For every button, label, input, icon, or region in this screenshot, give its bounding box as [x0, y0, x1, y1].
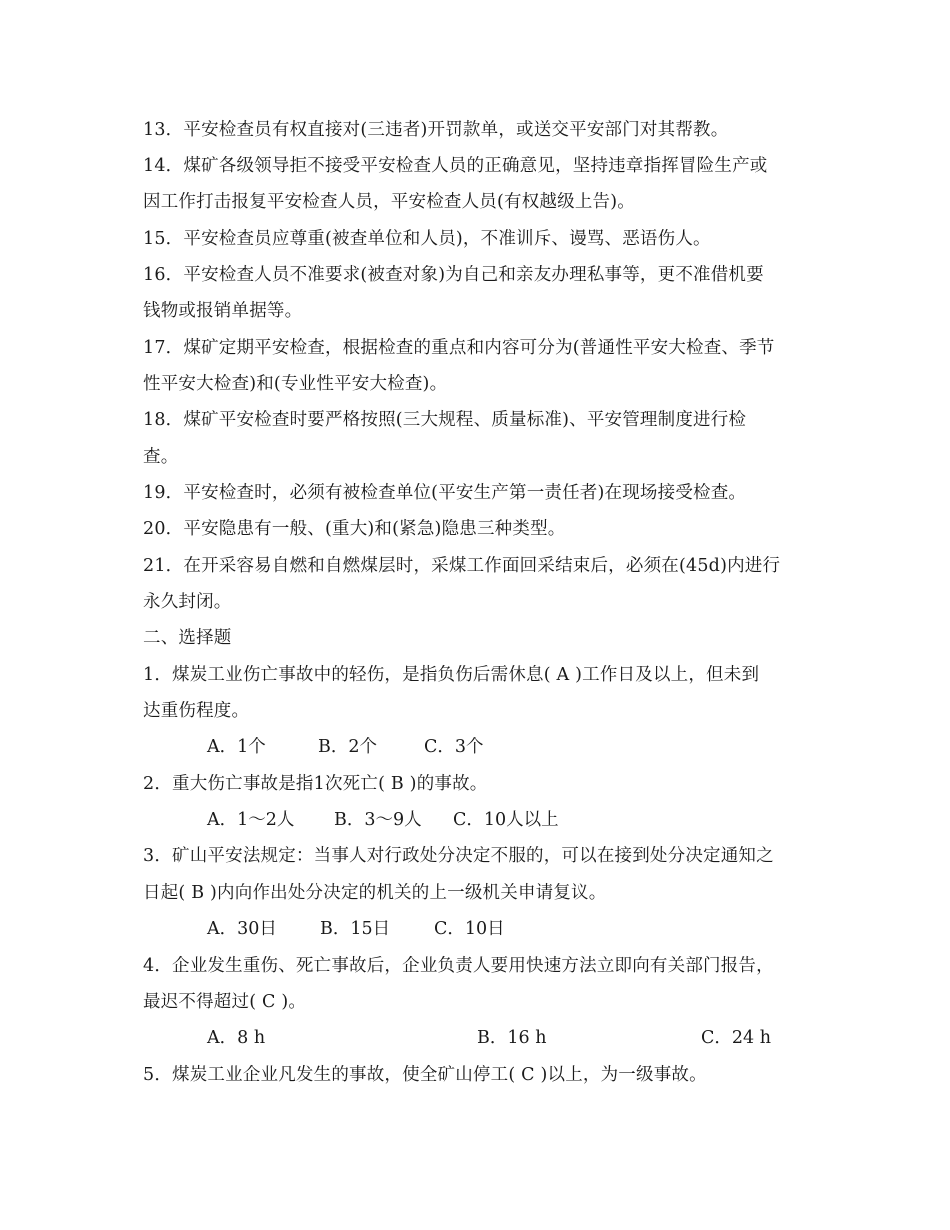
section-heading: 二、选择题: [143, 628, 232, 648]
option-a: A．1～2人: [207, 810, 295, 830]
text-line: 15．平安检查员应尊重(被查单位和人员)，不准训斥、谩骂、恶语伤人。: [143, 229, 711, 249]
text-line: 日起( B )内向作出处分决定的机关的上一级机关申请复议。: [143, 883, 607, 903]
text-line: 21．在开采容易自燃和自燃煤层时，采煤工作面回采结束后，必须在(45d)内进行: [143, 556, 781, 576]
text-line: 17．煤矿定期平安检查，根据检查的重点和内容可分为(普通性平安大检查、季节: [143, 338, 775, 358]
text-line: 13．平安检查员有权直接对(三违者)开罚款单，或送交平安部门对其帮教。: [143, 120, 729, 140]
text-line: 1．煤炭工业伤亡事故中的轻伤，是指负伤后需休息( A )工作日及以上，但未到: [143, 665, 760, 685]
option-c: C．24 h: [701, 1028, 771, 1048]
text-line: 19．平安检查时，必须有被检查单位(平安生产第一责任者)在现场接受检查。: [143, 483, 747, 503]
text-line: 20．平安隐患有一般、(重大)和(紧急)隐患三种类型。: [143, 519, 566, 539]
text-line: 16．平安检查人员不准要求(被查对象)为自己和亲友办理私事等，更不准借机要: [143, 265, 764, 285]
text-line: 达重伤程度。: [143, 701, 250, 721]
text-line: 14．煤矿各级领导拒不接受平安检查人员的正确意见，坚持违章指挥冒险生产或: [143, 156, 768, 176]
text-line: 性平安大检查)和(专业性平安大检查)。: [143, 374, 448, 394]
text-line: 最迟不得超过( C )。: [143, 992, 307, 1012]
text-line: 查。: [143, 447, 179, 467]
text-line: 永久封闭。: [143, 592, 232, 612]
option-b: B．2个: [318, 737, 377, 757]
option-b: B．3～9人: [334, 810, 422, 830]
text-line: 4．企业发生重伤、死亡事故后，企业负责人要用快速方法立即向有关部门报告，: [143, 956, 774, 976]
option-a: A．1个: [207, 737, 266, 757]
option-b: B．16 h: [477, 1028, 547, 1048]
text-line: 5．煤炭工业企业凡发生的事故，使全矿山停工( C )以上，为一级事故。: [143, 1065, 707, 1085]
text-line: 2．重大伤亡事故是指1次死亡( B )的事故。: [143, 774, 488, 794]
option-c: C．3个: [424, 737, 484, 757]
option-a: A．8 h: [207, 1028, 266, 1048]
text-line: 因工作打击报复平安检查人员，平安检查人员(有权越级上告)。: [143, 192, 635, 212]
text-line: 3．矿山平安法规定：当事人对行政处分决定不服的，可以在接到处分决定通知之: [143, 846, 774, 866]
option-b: B．15日: [320, 919, 391, 939]
option-c: C．10日: [434, 919, 505, 939]
option-a: A．30日: [207, 919, 277, 939]
text-line: 18．煤矿平安检查时要严格按照(三大规程、质量标准)、平安管理制度进行检: [143, 410, 747, 430]
option-c: C．10人以上: [453, 810, 559, 830]
text-line: 钱物或报销单据等。: [143, 301, 303, 321]
